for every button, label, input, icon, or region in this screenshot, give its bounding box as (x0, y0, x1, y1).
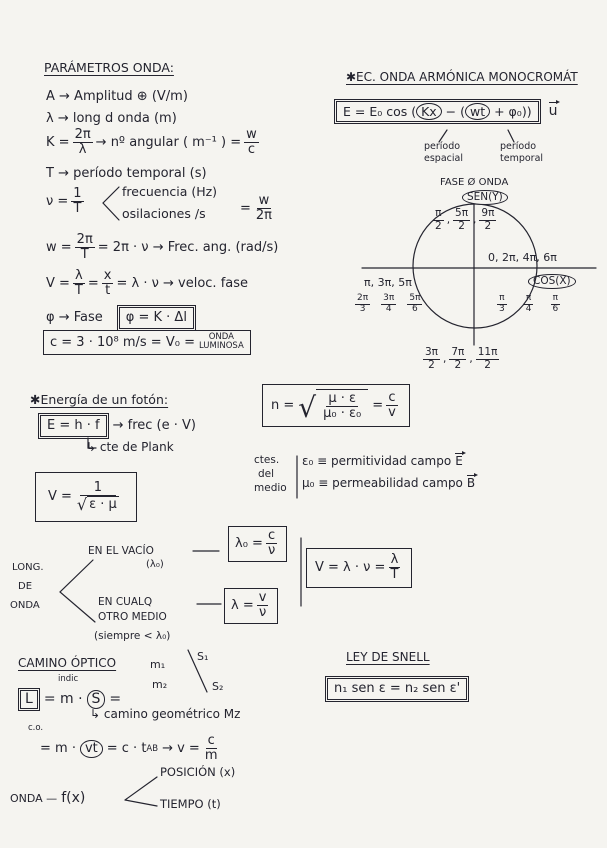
nu-w-denominator: 2π (255, 208, 273, 224)
vacio-symbol: (λ₀) (146, 559, 164, 570)
permitividad-line (302, 454, 463, 468)
indice-cv-fraction (386, 391, 398, 421)
longitud-label-3: ONDA (10, 600, 40, 611)
indice-refraccion-box (262, 384, 410, 427)
energia-title: ✱Energía de un fotón: (30, 392, 169, 407)
wt-circled: wt (465, 103, 490, 120)
fase-top-num-3: 9π (481, 207, 495, 219)
v-x-numerator: x (103, 268, 112, 283)
longitud-label-2: DE (18, 581, 33, 592)
k-w-denominator: c (247, 142, 256, 158)
onda-branch (125, 777, 157, 806)
indice-radical (298, 389, 368, 422)
v-x-denominator: t (105, 283, 111, 299)
onda-luminosa-label (199, 333, 244, 352)
small-left-frac-3 (407, 294, 422, 315)
small-left-num-3: 5π (409, 293, 421, 303)
kx-circled: Kx (416, 103, 442, 120)
nu-numerator: 1 (73, 186, 82, 201)
onda-fx-function: f(x) (61, 790, 86, 806)
radical-sign: √ (298, 390, 317, 424)
numero-onda-line (46, 128, 262, 158)
fase-label: φ → Fase (46, 310, 103, 325)
velocidad-medio-den (75, 496, 121, 512)
parametros-title: PARÁMETROS ONDA: (44, 60, 174, 75)
nu-fraction (71, 187, 83, 217)
w-rest: = 2π · ν → Frec. ang. (rad/s) (97, 240, 279, 255)
fase-line (46, 305, 196, 331)
fase-top-values (430, 208, 499, 232)
fase-top-frac-2 (453, 208, 470, 232)
v-eq: = (87, 276, 99, 291)
k-w-numerator: w (246, 127, 257, 142)
relacion-fraction (388, 553, 400, 583)
small-right-num-1: π (499, 293, 505, 303)
fase-bottom-num-3: 11π (477, 346, 498, 358)
fase-bottom-frac-1 (423, 347, 440, 371)
fase-top-comma-1: , (446, 213, 451, 226)
fase-top-num-1: π (435, 207, 442, 219)
ecuacion-rest: + φ₀)) (490, 104, 532, 119)
snell-formula-box: n₁ sen ε = n₂ sen ε' (325, 676, 469, 702)
longitud-onda-line: λ → long d onda (m) (46, 111, 177, 126)
v-lambda-fraction (73, 269, 85, 299)
velocidad-medio-fraction (75, 481, 121, 513)
permeabilidad-text: μ₀ ≡ permeabilidad campo (302, 476, 463, 490)
ecuacion-minus: − ( (441, 104, 466, 119)
k-lhs: K = (46, 135, 70, 150)
energia-line (38, 413, 196, 439)
onda-fx-line (10, 790, 85, 807)
w-numerator: 2π (76, 232, 93, 247)
camino-mid: = m · (43, 691, 83, 707)
tiempo-label: TIEMPO (t) (160, 797, 221, 811)
vacio-formula-box (228, 526, 287, 562)
fase-onda-title: FASE Ø ONDA (440, 177, 509, 188)
small-right-den-1: 3 (499, 303, 505, 314)
fase-small-left-values (352, 294, 425, 315)
ecuacion-formula-box (334, 99, 541, 124)
campo-e-vector: E (455, 454, 463, 468)
velocidad-luz-formula: c = 3 · 10⁸ m/s = V₀ = (50, 334, 195, 350)
fase-bottom-den-1: 2 (428, 358, 435, 371)
indice-radicand-den: μ₀ · ε₀ (323, 406, 362, 422)
camino-optico-abbrev: c.o. (28, 723, 44, 733)
small-left-frac-2 (381, 294, 396, 315)
relacion-den: T (390, 567, 399, 583)
nu-denominator: T (73, 201, 82, 217)
fase-right-values: 0, 2π, 4π, 6π (488, 251, 557, 264)
camino-v-num: c (207, 733, 215, 748)
onda-fx-lhs: ONDA — (10, 791, 58, 805)
small-right-frac-1 (497, 294, 507, 315)
vacio-fraction (266, 529, 277, 559)
onda-word: ONDA (208, 332, 234, 342)
relacion-num: λ (390, 552, 399, 567)
camino-line-2 (40, 734, 223, 764)
luminosa-word: LUMINOSA (198, 341, 244, 352)
indice-eq: = (372, 397, 384, 413)
periodo-temporal-label-2: temporal (500, 153, 544, 164)
velocidad-fase-line (46, 269, 248, 299)
fase-bottom-comma-1: , (443, 352, 447, 365)
v-lambda-numerator: λ (75, 268, 83, 283)
small-right-frac-3 (550, 294, 560, 315)
camino-l2-a: = m · (40, 741, 76, 756)
camino-l2-c: → v = (162, 741, 200, 756)
ecuacion-title: ✱EC. ONDA ARMÓNICA MONOCROMÁT (346, 70, 578, 84)
camino-s1: S₁ (197, 650, 209, 663)
energia-frecuencia-note: → frec (e · V) (112, 418, 196, 433)
frecuencia-w-relation (240, 194, 277, 224)
medio-label-3: (siempre < λ₀) (94, 630, 171, 642)
vacio-den: ν (267, 543, 276, 559)
nu-eq: = (240, 201, 251, 216)
fase-top-comma-2: , (473, 213, 477, 226)
medio-lhs: λ = (231, 598, 254, 613)
ecuacion-line (334, 99, 557, 124)
energia-formula-box: E = h · f (38, 413, 109, 439)
small-right-num-2: π (525, 293, 532, 303)
camino-l2-b: = c · t (106, 741, 147, 756)
periodo-espacial-label-2: espacial (424, 153, 463, 164)
medio-2-index: m₂ (152, 678, 168, 691)
indice-note: indic (58, 674, 79, 684)
velocidad-luz-box (43, 330, 251, 355)
fase-left-values: π, 3π, 5π (364, 276, 412, 289)
small-left-frac-1 (355, 294, 370, 315)
sen-y-label: SEN(Y) (462, 190, 508, 205)
camino-s2: S₂ (212, 680, 224, 693)
small-right-frac-2 (524, 294, 534, 315)
nu-lhs: ν = (46, 194, 69, 209)
medio-den: ν (258, 605, 267, 621)
camino-title: CAMINO ÓPTICO (18, 656, 117, 670)
indice-c: c (388, 389, 396, 405)
k-numerator: 2π (74, 127, 91, 142)
indice-radicand-num: μ · ε (328, 391, 357, 406)
camino-s-circled: S (87, 690, 106, 709)
vacio-label: EN EL VACÍO (88, 545, 154, 557)
constantes-label-3: medio (254, 482, 287, 494)
velocidad-medio-lhs: V = (48, 489, 72, 504)
fase-formula-box: φ = K · Δl (117, 305, 196, 331)
snell-title: LEY DE SNELL (346, 650, 430, 664)
velocidad-radical-sign: √ (76, 494, 88, 514)
small-left-num-1: 2π (357, 293, 369, 303)
constantes-label-2: del (258, 468, 275, 480)
medio-fraction (257, 591, 269, 621)
constantes-label-1: ctes. (254, 454, 280, 466)
relacion-box (306, 548, 412, 588)
k-description: → nº angular ( m⁻¹ ) = (95, 135, 242, 150)
fase-bottom-den-2: 2 (454, 358, 462, 371)
permitividad-text: ε₀ ≡ permitividad campo (302, 454, 452, 468)
periodo-line: T → período temporal (s) (46, 166, 207, 181)
small-right-den-2: 4 (525, 303, 532, 314)
oscilaciones-label: osilaciones /s (122, 206, 206, 221)
unit-vector-u: u (548, 103, 558, 120)
fase-bottom-frac-2 (449, 347, 466, 371)
periodo-temporal-label-1: período (500, 141, 537, 152)
posicion-label: POSICIÓN (x) (160, 765, 236, 779)
w-lhs: w = (46, 240, 72, 255)
w-fraction (75, 233, 95, 263)
fase-small-right-values (494, 294, 563, 315)
indice-radicand-fraction (321, 392, 363, 422)
small-left-den-2: 4 (385, 303, 392, 314)
small-left-num-2: 3π (383, 293, 395, 303)
vacio-lhs: λ₀ = (235, 536, 263, 551)
small-right-den-3: 6 (552, 303, 559, 314)
v-rest: = λ · ν → veloc. fase (116, 276, 249, 291)
camino-geometrico-note: ↳ camino geométrico Mz (90, 707, 241, 721)
indice-lhs: n = (271, 397, 295, 413)
fase-bottom-num-2: 7π (451, 346, 465, 358)
small-right-num-3: π (552, 293, 559, 303)
permeabilidad-line (302, 476, 475, 490)
medio-label-2: OTRO MEDIO (98, 611, 167, 623)
longitud-branch (60, 560, 95, 622)
camino-v-fraction (203, 734, 220, 764)
w-denominator: T (80, 247, 89, 263)
nu-w-fraction (254, 194, 274, 224)
fase-bottom-comma-2: , (469, 352, 473, 365)
fase-bottom-den-3: 2 (484, 358, 491, 371)
medio-label-1: EN CUALQ (98, 596, 153, 608)
ecuacion-lhs: E = E₀ cos ( (343, 104, 417, 119)
relacion-lhs: V = λ · ν = (315, 560, 386, 575)
fase-top-den-2: 2 (458, 219, 465, 232)
camino-v-den: m (204, 748, 218, 764)
cos-x-label: COS(X) (528, 274, 576, 289)
medio-num: v (258, 590, 267, 605)
fase-top-den-1: 2 (435, 219, 442, 232)
k-w-fraction (244, 128, 259, 158)
longitud-label-1: LONG. (12, 562, 44, 573)
k-fraction (73, 128, 93, 158)
nu-w-numerator: w (258, 193, 270, 208)
v-lambda-denominator: T (74, 283, 83, 299)
frecuencia-line (46, 187, 87, 217)
planck-note: ↳ cte de Plank (86, 440, 174, 454)
medio-formula-box (224, 588, 278, 624)
radicand (316, 389, 368, 422)
small-left-den-1: 3 (359, 303, 366, 314)
fase-bottom-values (420, 347, 502, 371)
camino-l-box: L (18, 688, 40, 711)
vacio-num: c (267, 528, 276, 543)
medio-1-index: m₁ (150, 658, 166, 671)
fase-top-frac-3 (479, 208, 496, 232)
fase-top-num-2: 5π (455, 207, 469, 219)
frecuencia-label: frecuencia (Hz) (122, 184, 218, 199)
frecuencia-angular-line (46, 233, 278, 263)
fase-top-den-3: 2 (484, 219, 492, 232)
amplitud-line: A → Amplitud ⊕ (V/m) (46, 89, 188, 104)
indice-v: v (388, 404, 396, 420)
small-left-den-3: 6 (412, 303, 418, 314)
campo-b-vector: B (466, 476, 476, 490)
fase-top-frac-1 (433, 208, 444, 232)
velocidad-medio-num: 1 (80, 481, 116, 496)
camino-subscript-ab: AB (146, 743, 159, 754)
k-denominator: λ (78, 142, 87, 158)
nu-branch-line (103, 187, 119, 220)
v-lhs: V = (46, 276, 70, 291)
camino-end: = (109, 691, 122, 707)
vt-circled: vt (80, 740, 103, 758)
v-x-fraction (102, 269, 114, 299)
fase-bottom-frac-3 (476, 347, 500, 371)
periodo-espacial-label-1: período (424, 141, 461, 152)
fase-bottom-num-1: 3π (425, 346, 439, 358)
velocidad-radicand: ε · μ (89, 497, 117, 513)
velocidad-medio-box (35, 472, 137, 522)
